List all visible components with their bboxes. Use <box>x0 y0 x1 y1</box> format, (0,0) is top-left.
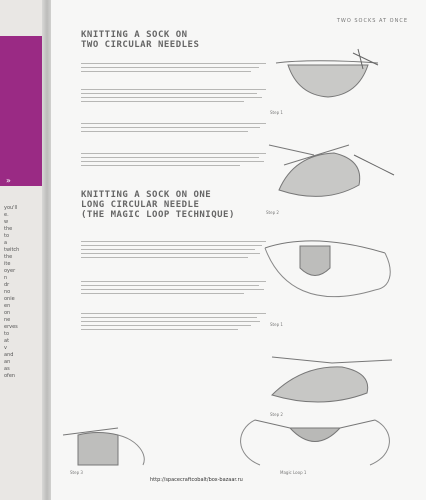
page-header: TWO SOCKS AT ONCE <box>336 18 408 24</box>
left-page-text: you'll e. w the to a twitch the ite oyer n dr no onie en on ne erves to at v and an as ofen <box>4 205 20 379</box>
paragraph-5 <box>81 238 266 261</box>
section-title-2: KNITTING A SOCK ON ONE LONG CIRCULAR NEEDLE (THE MAGIC LOOP TECHNIQUE) <box>81 190 235 220</box>
paragraph-4 <box>81 150 266 169</box>
figure-label-1: Step 1 <box>270 110 283 115</box>
figure-label-3: Step 1 <box>270 322 283 327</box>
paragraph-7 <box>81 310 266 333</box>
purple-band <box>0 36 44 186</box>
sock-figure-2 <box>264 135 404 210</box>
paragraph-6 <box>81 278 266 297</box>
sock-figure-1 <box>268 45 398 110</box>
figure-label-2: Step 2 <box>266 210 279 215</box>
figure-label-5: Step 3 <box>70 470 83 475</box>
paragraph-2 <box>81 86 266 105</box>
figure-label-4: Step 2 <box>270 412 283 417</box>
purple-band-text: » <box>6 176 11 185</box>
sock-figure-6 <box>230 410 400 475</box>
figure-label-6: Magic Loop 1 <box>280 470 307 475</box>
paragraph-1 <box>81 60 266 75</box>
paragraph-3 <box>81 120 266 135</box>
sock-figure-5 <box>58 420 158 475</box>
page-caption: http://spacecraftcobalt/box-bazaar.ru <box>150 477 243 483</box>
sock-figure-4 <box>262 345 402 415</box>
sock-figure-3 <box>255 228 405 313</box>
section-title-1: KNITTING A SOCK ON TWO CIRCULAR NEEDLES <box>81 30 200 50</box>
